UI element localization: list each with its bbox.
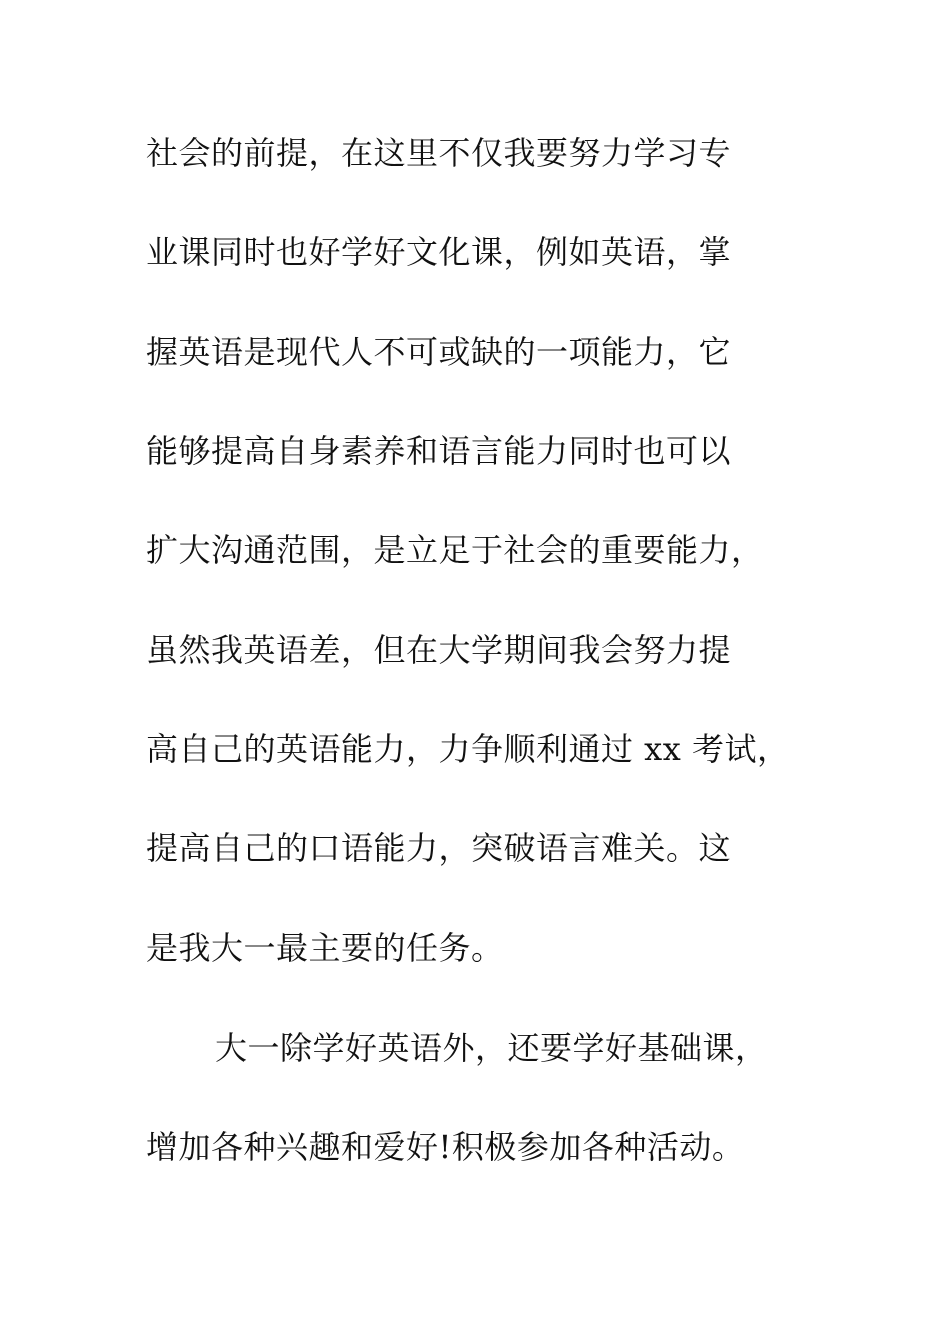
paragraph-line: 能够提高自身素养和语言能力同时也可以 (146, 432, 732, 470)
paragraph-line: 握英语是现代人不可或缺的一项能力，它 (146, 333, 732, 371)
paragraph-line: 社会的前提，在这里不仅我要努力学习专 (146, 134, 732, 172)
paragraph-line: 业课同时也好学好文化课，例如英语，掌 (146, 233, 732, 271)
paragraph-line: 增加各种兴趣和爱好!积极参加各种活动。 (146, 1128, 745, 1166)
paragraph-line: 高自己的英语能力，力争顺利通过 xx 考试， (146, 730, 790, 768)
paragraph-line: 提高自己的口语能力，突破语言难关。这 (146, 829, 732, 867)
paragraph-line: 扩大沟通范围，是立足于社会的重要能力， (146, 531, 764, 569)
paragraph-line: 是我大一最主要的任务。 (146, 929, 504, 967)
paragraph-line: 虽然我英语差，但在大学期间我会努力提 (146, 631, 732, 669)
paragraph-line: 大一除学好英语外，还要学好基础课， (215, 1029, 768, 1067)
